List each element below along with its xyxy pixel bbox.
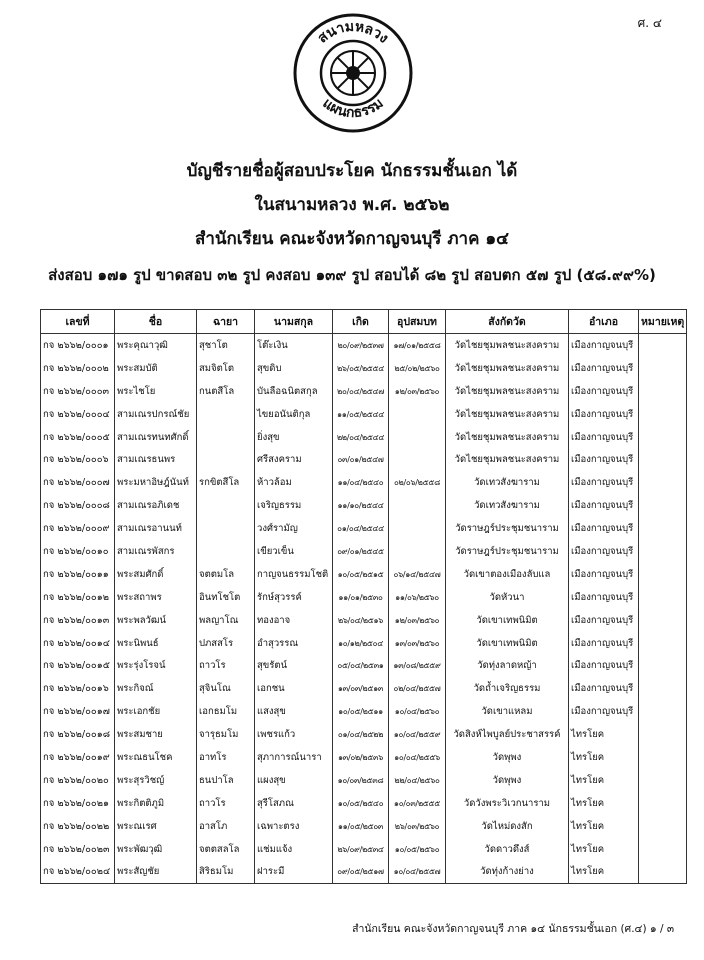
table-row: [41, 517, 687, 540]
cell-temple: วัดราษฎร์ประชุมชนาราม: [446, 540, 569, 563]
cell-ordination-date: [389, 426, 446, 449]
cell-district: ไทรโยค: [569, 769, 639, 792]
cell-birth-date: ๑๓/๐๓/๒๕๑๓: [333, 677, 389, 700]
cell-ordination-date: ๑๓/๐๓/๒๕๖๐: [389, 632, 446, 655]
cell-ordination-date: ๑๐/๐๔/๒๕๕๖: [389, 746, 446, 769]
cell-monastic-name: จตตมโล: [197, 563, 255, 586]
cell-ordination-date: [389, 494, 446, 517]
cell-name: พระพัฒวุฒิ: [115, 838, 197, 861]
cell-birth-date: ๑๐/๐๕/๒๕๑๕: [333, 563, 389, 586]
cell-district: เมืองกาญจนบุรี: [569, 517, 639, 540]
cell-surname: อำสุวรรณ: [255, 632, 333, 655]
cell-ordination-date: ๐๒/๐๔/๒๕๕๗: [389, 677, 446, 700]
cell-number: กจ ๒๖๖๒/๐๐๑๕: [41, 654, 115, 677]
cell-number: กจ ๒๖๖๒/๐๐๐๘: [41, 494, 115, 517]
cell-ordination-date: [389, 517, 446, 540]
header-temple: สังกัดวัด: [446, 310, 569, 334]
cell-district: ไทรโยค: [569, 746, 639, 769]
cell-temple: วัดทุ่งลาดหญ้า: [446, 654, 569, 677]
cell-remarks: [639, 494, 687, 517]
header-district: อำเภอ: [569, 310, 639, 334]
cell-number: กจ ๒๖๖๒/๐๐๑๑: [41, 563, 115, 586]
cell-name: สามเณรธนพร: [115, 448, 197, 471]
table-row: [41, 860, 687, 883]
header-monastic-name: ฉายา: [197, 310, 255, 334]
cell-number: กจ ๒๖๖๒/๐๐๐๗: [41, 471, 115, 494]
cell-name: พระณธนโชค: [115, 746, 197, 769]
cell-number: กจ ๒๖๖๒/๐๐๑๙: [41, 746, 115, 769]
table-row: [41, 380, 687, 403]
cell-remarks: [639, 517, 687, 540]
cell-remarks: [639, 677, 687, 700]
header-number: เลขที่: [41, 310, 115, 334]
cell-district: เมืองกาญจนบุรี: [569, 494, 639, 517]
table-row: [41, 494, 687, 517]
cell-temple: วัดไชยชุมพลชนะสงคราม: [446, 334, 569, 357]
cell-surname: ไขยอนันติกุล: [255, 403, 333, 426]
cell-surname: เขียวเข็น: [255, 540, 333, 563]
cell-district: เมืองกาญจนบุรี: [569, 586, 639, 609]
cell-monastic-name: [197, 403, 255, 426]
cell-district: เมืองกาญจนบุรี: [569, 700, 639, 723]
cell-surname: สุขดิบ: [255, 357, 333, 380]
cell-monastic-name: ถาวโร: [197, 654, 255, 677]
cell-ordination-date: ๑๐/๐๔/๒๕๕๙: [389, 723, 446, 746]
cell-birth-date: ๐๙/๐๕/๒๕๑๗: [333, 860, 389, 883]
cell-temple: วัดพุพง: [446, 769, 569, 792]
cell-remarks: [639, 769, 687, 792]
cell-surname: เจริญธรรม: [255, 494, 333, 517]
cell-ordination-date: ๑๒/๐๓/๒๕๖๐: [389, 380, 446, 403]
cell-ordination-date: ๑๒/๐๓/๒๕๖๐: [389, 609, 446, 632]
cell-birth-date: ๑๐/๑๒/๒๕๐๔: [333, 632, 389, 655]
cell-remarks: [639, 471, 687, 494]
cell-temple: วัดไชยชุมพลชนะสงคราม: [446, 426, 569, 449]
cell-remarks: [639, 609, 687, 632]
table-row: [41, 769, 687, 792]
cell-number: กจ ๒๖๖๒/๐๐๐๕: [41, 426, 115, 449]
cell-remarks: [639, 540, 687, 563]
cell-monastic-name: รกขิตสีโล: [197, 471, 255, 494]
table-header-row: [41, 310, 687, 334]
cell-name: พระไชโย: [115, 380, 197, 403]
cell-temple: วัดเทวสังฆาราม: [446, 471, 569, 494]
cell-district: ไทรโยค: [569, 723, 639, 746]
cell-number: กจ ๒๖๖๒/๐๐๐๒: [41, 357, 115, 380]
cell-name: พระคุณาวุฒิ: [115, 334, 197, 357]
cell-number: กจ ๒๖๖๒/๐๐๒๑: [41, 792, 115, 815]
cell-remarks: [639, 563, 687, 586]
cell-ordination-date: ๑๐/๐๕/๒๕๖๐: [389, 838, 446, 861]
cell-remarks: [639, 380, 687, 403]
table-row: [41, 586, 687, 609]
cell-name: พระกิจณ์: [115, 677, 197, 700]
cell-surname: ทองอาจ: [255, 609, 333, 632]
cell-monastic-name: อาทโร: [197, 746, 255, 769]
cell-surname: สุรีโสภณ: [255, 792, 333, 815]
cell-ordination-date: ๑๑/๐๖/๒๕๖๐: [389, 586, 446, 609]
cell-ordination-date: ๑๐/๐๔/๒๕๕๗: [389, 860, 446, 883]
document-title: บัญชีรายชื่อผู้สอบประโยค นักธรรมชั้นเอก ได้: [186, 161, 518, 181]
cell-birth-date: ๒๖/๐๕/๒๕๕๔: [333, 357, 389, 380]
cell-name: พระสถาพร: [115, 586, 197, 609]
cell-temple: วัดเขาตองเมืองลับแล: [446, 563, 569, 586]
header-name: ชื่อ: [115, 310, 197, 334]
cell-temple: วัดไชยชุมพลชนะสงคราม: [446, 403, 569, 426]
document-subtitle-year: ในสนามหลวง พ.ศ. ๒๕๖๒: [254, 195, 450, 215]
table-row: [41, 426, 687, 449]
cell-birth-date: ๒๖/๐๔/๒๕๑๖: [333, 609, 389, 632]
cell-remarks: [639, 357, 687, 380]
cell-district: เมืองกาญจนบุรี: [569, 380, 639, 403]
cell-remarks: [639, 448, 687, 471]
cell-number: กจ ๒๖๖๒/๐๐๑๗: [41, 700, 115, 723]
cell-name: พระสมศักดิ์: [115, 563, 197, 586]
cell-surname: กาญจนธรรมโชติ: [255, 563, 333, 586]
cell-monastic-name: [197, 517, 255, 540]
cell-temple: วัดราษฎร์ประชุมชนาราม: [446, 517, 569, 540]
document-subtitle-school: สำนักเรียน คณะจังหวัดกาญจนบุรี ภาค ๑๔: [194, 229, 510, 249]
cell-surname: เอกชน: [255, 677, 333, 700]
form-code: ศ. ๔: [637, 16, 662, 30]
header-ordination-date: อุปสมบท: [389, 310, 446, 334]
cell-ordination-date: ๒๖/๐๓/๒๕๖๐: [389, 815, 446, 838]
cell-temple: วัดหัวนา: [446, 586, 569, 609]
cell-ordination-date: [389, 540, 446, 563]
cell-monastic-name: [197, 426, 255, 449]
cell-district: เมืองกาญจนบุรี: [569, 471, 639, 494]
cell-temple: วัดเขาแหลม: [446, 700, 569, 723]
cell-name: สามเณรปกรณ์ชัย: [115, 403, 197, 426]
table-row: [41, 700, 687, 723]
header-remarks: หมายเหตุ: [639, 310, 687, 334]
svg-text:สนามหลวง: สนามหลวง: [314, 18, 392, 47]
cell-number: กจ ๒๖๖๒/๐๐๐๙: [41, 517, 115, 540]
cell-remarks: [639, 586, 687, 609]
cell-monastic-name: พลญาโณ: [197, 609, 255, 632]
cell-number: กจ ๒๖๖๒/๐๐๒๒: [41, 815, 115, 838]
cell-temple: วัดเขาเทพนิมิต: [446, 632, 569, 655]
cell-birth-date: ๑๑/๐๕/๒๕๔๔: [333, 403, 389, 426]
cell-district: เมืองกาญจนบุรี: [569, 357, 639, 380]
cell-remarks: [639, 700, 687, 723]
header-birth-date: เกิด: [333, 310, 389, 334]
cell-district: เมืองกาญจนบุรี: [569, 540, 639, 563]
table-row: [41, 334, 687, 357]
cell-temple: วัดวังพระวิเวกนาราม: [446, 792, 569, 815]
cell-monastic-name: [197, 494, 255, 517]
table-row: [41, 471, 687, 494]
cell-surname: วงศ์รามัญ: [255, 517, 333, 540]
cell-surname: ห้าวล้อม: [255, 471, 333, 494]
cell-birth-date: ๐๓/๐๑/๒๕๔๗: [333, 448, 389, 471]
cell-surname: ยิ่งสุข: [255, 426, 333, 449]
cell-remarks: [639, 426, 687, 449]
cell-birth-date: ๑๐/๐๕/๒๕๑๑: [333, 700, 389, 723]
cell-birth-date: ๐๑/๐๔/๒๕๔๔: [333, 517, 389, 540]
cell-district: เมืองกาญจนบุรี: [569, 448, 639, 471]
cell-ordination-date: ๑๓/๐๘/๒๕๕๙: [389, 654, 446, 677]
cell-number: กจ ๒๖๖๒/๐๐๐๑: [41, 334, 115, 357]
results-table: [40, 309, 687, 884]
cell-temple: วัดไหม่ดงสัก: [446, 815, 569, 838]
exam-summary: ส่งสอบ ๑๗๑ รูป ขาดสอบ ๓๒ รูป คงสอบ ๑๓๙ รูป สอบได้ ๘๒ รูป สอบตก ๕๗ รูป (๕๘.๙๙%): [48, 266, 656, 284]
cell-surname: ฝาระมี: [255, 860, 333, 883]
cell-surname: แสงสุข: [255, 700, 333, 723]
cell-temple: วัดเขาเทพนิมิต: [446, 609, 569, 632]
cell-remarks: [639, 746, 687, 769]
cell-temple: วัดไชยชุมพลชนะสงคราม: [446, 448, 569, 471]
cell-monastic-name: ธนปาโล: [197, 769, 255, 792]
cell-remarks: [639, 860, 687, 883]
cell-number: กจ ๒๖๖๒/๐๐๑๔: [41, 632, 115, 655]
cell-temple: วัดทุ่งก้างย่าง: [446, 860, 569, 883]
cell-birth-date: ๑๑/๑๐/๒๕๔๔: [333, 494, 389, 517]
cell-birth-date: ๒๒/๐๔/๒๕๔๔: [333, 426, 389, 449]
table-row: [41, 677, 687, 700]
cell-remarks: [639, 723, 687, 746]
cell-name: พระรุ่งโรจน์: [115, 654, 197, 677]
cell-ordination-date: [389, 448, 446, 471]
cell-name: พระสมชาย: [115, 723, 197, 746]
table-row: [41, 746, 687, 769]
cell-birth-date: ๒๐/๐๙/๒๕๓๗: [333, 334, 389, 357]
svg-text:แผนกธรรม: แผนกธรรม: [319, 95, 387, 122]
cell-ordination-date: ๐๒/๐๖/๒๕๕๘: [389, 471, 446, 494]
cell-ordination-date: ๑๐/๐๓/๒๕๕๕: [389, 792, 446, 815]
table-row: [41, 540, 687, 563]
cell-birth-date: ๒๖/๐๙/๒๕๓๔: [333, 838, 389, 861]
cell-district: เมืองกาญจนบุรี: [569, 403, 639, 426]
cell-monastic-name: สุชาโต: [197, 334, 255, 357]
cell-surname: แช่มแจ้ง: [255, 838, 333, 861]
cell-birth-date: ๑๓/๐๒/๒๕๓๖: [333, 746, 389, 769]
cell-birth-date: ๑๑/๐๑/๒๕๓๐: [333, 586, 389, 609]
table-row: [41, 357, 687, 380]
cell-district: ไทรโยค: [569, 838, 639, 861]
cell-remarks: [639, 632, 687, 655]
cell-remarks: [639, 403, 687, 426]
cell-ordination-date: ๒๒/๐๔/๒๕๖๐: [389, 769, 446, 792]
cell-name: พระพลวัฒน์: [115, 609, 197, 632]
cell-ordination-date: ๑๗/๐๑/๒๕๕๘: [389, 334, 446, 357]
cell-birth-date: ๐๑/๐๔/๒๕๒๒: [333, 723, 389, 746]
cell-district: เมืองกาญจนบุรี: [569, 426, 639, 449]
cell-remarks: [639, 815, 687, 838]
cell-district: เมืองกาญจนบุรี: [569, 677, 639, 700]
cell-surname: เฉพาะตรง: [255, 815, 333, 838]
page-footer: สำนักเรียน คณะจังหวัดกาญจนบุรี ภาค ๑๔ นักธรรมชั้นเอก (ศ.๔) ๑ / ๓: [352, 923, 674, 935]
table-row: [41, 448, 687, 471]
cell-number: กจ ๒๖๖๒/๐๐๐๓: [41, 380, 115, 403]
cell-number: กจ ๒๖๖๒/๐๐๑๘: [41, 723, 115, 746]
cell-birth-date: ๒๐/๐๔/๒๕๔๗: [333, 380, 389, 403]
cell-ordination-date: [389, 403, 446, 426]
cell-remarks: [639, 792, 687, 815]
cell-monastic-name: อาสโภ: [197, 815, 255, 838]
cell-number: กจ ๒๖๖๒/๐๐๒๐: [41, 769, 115, 792]
cell-number: กจ ๒๖๖๒/๐๐๒๔: [41, 860, 115, 883]
cell-birth-date: ๐๙/๐๑/๒๕๔๕: [333, 540, 389, 563]
cell-monastic-name: เอกธมโม: [197, 700, 255, 723]
cell-temple: วัดดาวดึงส์: [446, 838, 569, 861]
cell-number: กจ ๒๖๖๒/๐๐๑๖: [41, 677, 115, 700]
cell-monastic-name: [197, 448, 255, 471]
table-row: [41, 792, 687, 815]
cell-name: สามเณรพัสกร: [115, 540, 197, 563]
cell-birth-date: ๑๐/๐๕/๒๕๔๐: [333, 792, 389, 815]
cell-surname: สุภาการณ์นารา: [255, 746, 333, 769]
cell-monastic-name: อินทโชโต: [197, 586, 255, 609]
cell-monastic-name: จตตสลโล: [197, 838, 255, 861]
cell-name: พระนิพนธ์: [115, 632, 197, 655]
cell-district: เมืองกาญจนบุรี: [569, 609, 639, 632]
table-row: [41, 609, 687, 632]
cell-monastic-name: กนตสีโล: [197, 380, 255, 403]
table-row: [41, 723, 687, 746]
cell-temple: วัดไชยชุมพลชนะสงคราม: [446, 357, 569, 380]
cell-number: กจ ๒๖๖๒/๐๐๑๒: [41, 586, 115, 609]
cell-number: กจ ๒๖๖๒/๐๐๑๓: [41, 609, 115, 632]
seal-logo: [292, 12, 414, 134]
table-row: [41, 815, 687, 838]
cell-district: เมืองกาญจนบุรี: [569, 563, 639, 586]
cell-monastic-name: ปภสสโร: [197, 632, 255, 655]
cell-monastic-name: สมจิตโต: [197, 357, 255, 380]
cell-surname: เพชรแก้ว: [255, 723, 333, 746]
cell-name: สามเณรอภิเดช: [115, 494, 197, 517]
table-row: [41, 632, 687, 655]
cell-name: สามเณรอานนท์: [115, 517, 197, 540]
cell-temple: วัดถ้ำเจริญธรรม: [446, 677, 569, 700]
cell-monastic-name: [197, 540, 255, 563]
cell-district: ไทรโยค: [569, 792, 639, 815]
cell-birth-date: ๑๐/๐๓/๒๕๓๘: [333, 769, 389, 792]
cell-ordination-date: ๐๖/๑๔/๒๕๔๗: [389, 563, 446, 586]
cell-surname: โต๊ะเงิน: [255, 334, 333, 357]
cell-number: กจ ๒๖๖๒/๐๐๒๓: [41, 838, 115, 861]
cell-surname: ศรีสงคราม: [255, 448, 333, 471]
dharma-wheel-icon: [331, 51, 375, 95]
cell-surname: แผงสุข: [255, 769, 333, 792]
cell-number: กจ ๒๖๖๒/๐๐๑๐: [41, 540, 115, 563]
cell-district: ไทรโยค: [569, 815, 639, 838]
cell-remarks: [639, 654, 687, 677]
cell-name: พระกิตติภูมิ: [115, 792, 197, 815]
cell-district: ไทรโยค: [569, 860, 639, 883]
cell-remarks: [639, 334, 687, 357]
cell-temple: วัดเทวสังฆาราม: [446, 494, 569, 517]
cell-name: พระมหาอิษฎ์นันท์: [115, 471, 197, 494]
cell-birth-date: ๐๕/๐๔/๒๕๓๑: [333, 654, 389, 677]
cell-temple: วัดสิงห์ไพบูลย์ประชาสรรค์: [446, 723, 569, 746]
cell-temple: วัดพุพง: [446, 746, 569, 769]
cell-surname: สุขรัตน์: [255, 654, 333, 677]
cell-surname: รักษ์สุวรรค์: [255, 586, 333, 609]
table-row: [41, 403, 687, 426]
cell-name: พระเอกชัย: [115, 700, 197, 723]
cell-monastic-name: สิริธมโม: [197, 860, 255, 883]
cell-monastic-name: สุจินโณ: [197, 677, 255, 700]
cell-number: กจ ๒๖๖๒/๐๐๐๖: [41, 448, 115, 471]
table-row: [41, 563, 687, 586]
cell-ordination-date: ๒๕/๐๒/๒๕๖๐: [389, 357, 446, 380]
cell-name: พระสุรวิชญ์: [115, 769, 197, 792]
cell-name: พระสมบัติ: [115, 357, 197, 380]
cell-district: เมืองกาญจนบุรี: [569, 334, 639, 357]
cell-name: พระณเรศ: [115, 815, 197, 838]
cell-district: เมืองกาญจนบุรี: [569, 632, 639, 655]
cell-ordination-date: ๑๐/๐๔/๒๕๖๐: [389, 700, 446, 723]
cell-district: เมืองกาญจนบุรี: [569, 654, 639, 677]
cell-name: พระสัญชัย: [115, 860, 197, 883]
cell-surname: บันลือฉนิตสกุล: [255, 380, 333, 403]
cell-birth-date: ๑๑/๐๕/๒๕๐๓: [333, 815, 389, 838]
cell-monastic-name: ถาวโร: [197, 792, 255, 815]
table-row: [41, 838, 687, 861]
cell-birth-date: ๑๑/๐๔/๒๕๔๐: [333, 471, 389, 494]
cell-remarks: [639, 838, 687, 861]
cell-temple: วัดไชยชุมพลชนะสงคราม: [446, 380, 569, 403]
table-row: [41, 654, 687, 677]
cell-name: สามเณรทนทศักดิ์: [115, 426, 197, 449]
cell-monastic-name: จารุธมโม: [197, 723, 255, 746]
header-surname: นามสกุล: [255, 310, 333, 334]
cell-number: กจ ๒๖๖๒/๐๐๐๔: [41, 403, 115, 426]
